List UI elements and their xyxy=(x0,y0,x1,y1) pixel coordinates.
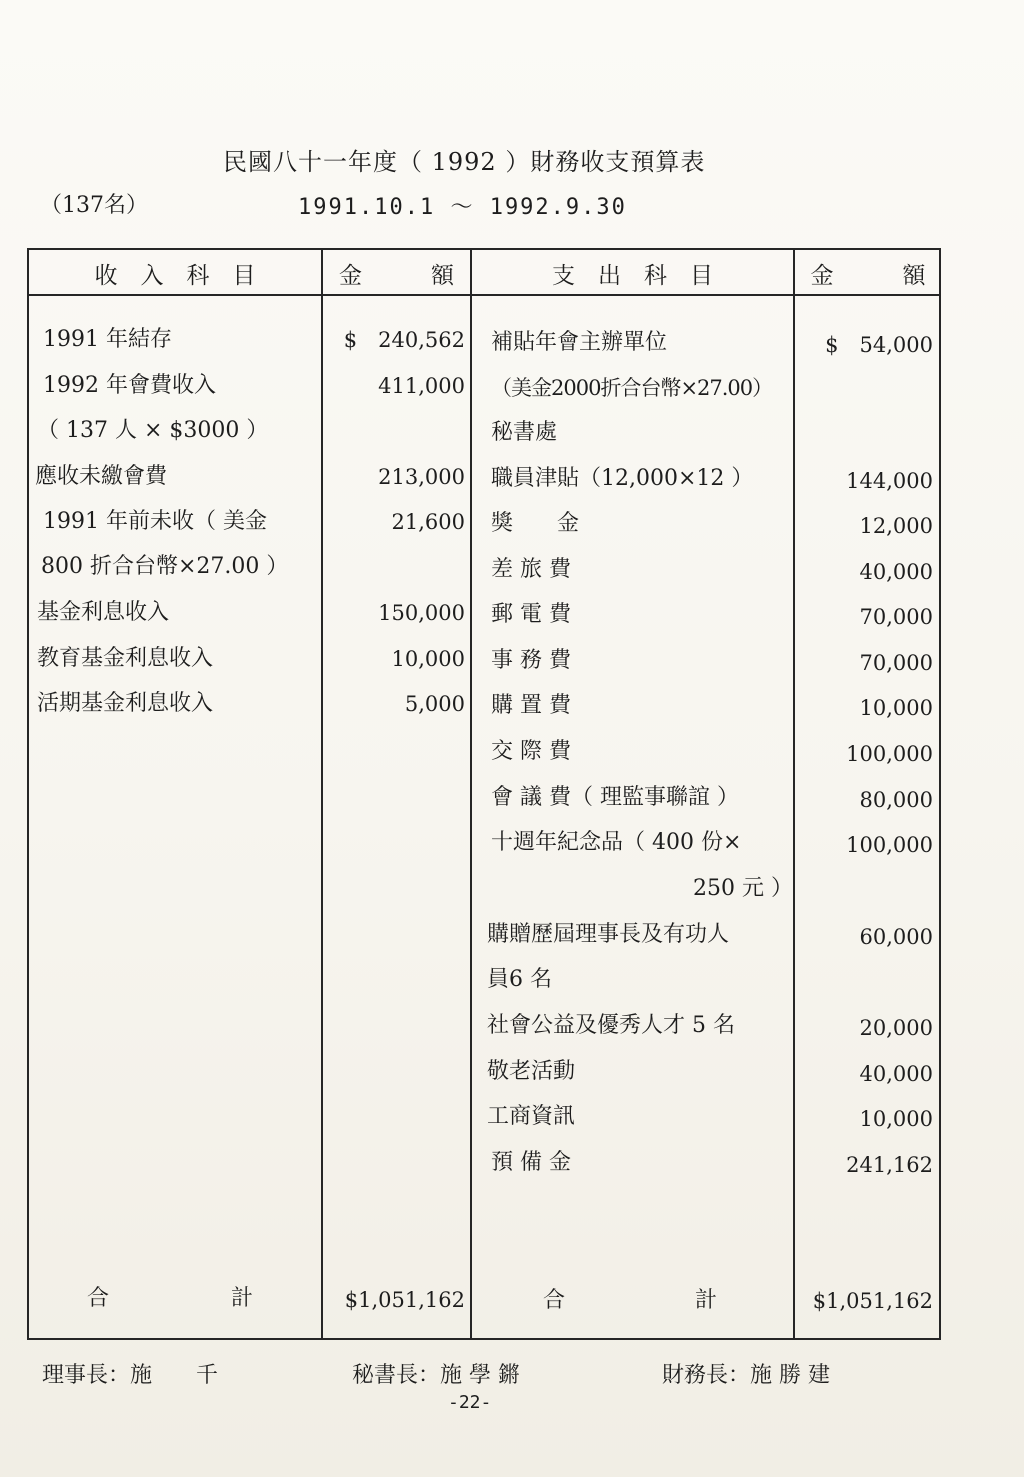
income-amount: 10,000 xyxy=(391,647,465,671)
income-amount: 213,000 xyxy=(378,465,465,489)
income-label: 1991 年前未收（ 美金 xyxy=(43,509,267,534)
expense-amount: 70,000 xyxy=(859,651,933,675)
expense-label: （美金2000折合台幣×27.00） xyxy=(491,376,773,400)
income-label: 活期基金利息收入 xyxy=(37,691,214,716)
expense-amount: 40,000 xyxy=(859,1062,933,1086)
expense-total: $1,051,162 xyxy=(812,1289,933,1313)
signature-secretary: 秘書長：施 學 鏘 xyxy=(352,1363,520,1388)
expense-amount: 40,000 xyxy=(859,560,933,584)
expense-total-label-a: 合 xyxy=(543,1288,566,1313)
expense-amount: 100,000 xyxy=(846,742,933,766)
expense-label: 補貼年會主辦單位 xyxy=(491,330,668,355)
income-amount: 150,000 xyxy=(378,601,465,625)
expense-label: 十週年紀念品（ 400 份× xyxy=(491,830,742,855)
col-divider-2 xyxy=(470,250,472,1338)
expense-label: 郵 電 費 xyxy=(491,602,571,627)
expense-label: 敬老活動 xyxy=(487,1059,576,1084)
expense-amount: 100,000 xyxy=(846,833,933,857)
expense-amount: 70,000 xyxy=(859,605,933,629)
budget-period: 1991.10.1 ～ 1992.9.30 xyxy=(298,195,627,220)
col-divider-3 xyxy=(793,250,795,1338)
expense-label: 事 務 費 xyxy=(491,648,571,673)
expense-label: 購贈歷屆理事長及有功人 xyxy=(487,922,730,947)
expense-label: 職員津貼（12,000×12 ） xyxy=(491,466,754,491)
income-amount: $ 240,562 xyxy=(343,328,465,352)
expense-amount: 20,000 xyxy=(859,1016,933,1040)
expense-amount: 80,000 xyxy=(859,788,933,812)
expense-amount: 10,000 xyxy=(859,696,933,720)
income-total: $1,051,162 xyxy=(344,1288,465,1312)
expense-label: 會 議 費（ 理監事聯誼 ） xyxy=(491,785,739,810)
income-amount: 411,000 xyxy=(378,374,465,398)
expense-amount: 12,000 xyxy=(859,514,933,538)
income-total-label-b: 計 xyxy=(231,1286,254,1311)
income-label: （ 137 人 × $3000 ） xyxy=(37,418,269,443)
page-number: -22- xyxy=(448,1392,492,1413)
expense-amount: $ 54,000 xyxy=(825,333,933,357)
income-amount: 21,600 xyxy=(391,510,465,534)
expense-label: 購 置 費 xyxy=(491,693,571,718)
col-divider-1 xyxy=(321,250,323,1338)
expense-amount: 144,000 xyxy=(846,469,933,493)
income-label: 1991 年結存 xyxy=(43,327,172,352)
header-income-item: 收 入 科 目 xyxy=(94,262,256,289)
expense-label: 秘書處 xyxy=(491,420,558,445)
budget-table xyxy=(27,248,941,1340)
expense-amount: 10,000 xyxy=(859,1107,933,1131)
expense-label: 獎 金 xyxy=(491,511,580,536)
header-divider xyxy=(29,294,939,296)
income-label: 基金利息收入 xyxy=(37,600,170,625)
expense-label: 預 備 金 xyxy=(491,1150,571,1175)
header-income-amount: 金 額 xyxy=(339,262,454,289)
signature-treasurer: 財務長：施 勝 建 xyxy=(662,1363,830,1388)
header-expense-item: 支 出 科 目 xyxy=(552,262,713,289)
income-amount: 5,000 xyxy=(404,692,465,716)
income-label: 1992 年會費收入 xyxy=(43,373,216,398)
expense-label: 交 際 費 xyxy=(491,739,571,764)
member-count: （137名） xyxy=(40,193,148,218)
expense-label: 差 旅 費 xyxy=(491,557,571,582)
expense-label: 250 元 ） xyxy=(693,876,793,901)
expense-total-label-b: 計 xyxy=(695,1288,718,1313)
expense-label: 工商資訊 xyxy=(487,1104,576,1129)
expense-label: 員6 名 xyxy=(487,967,552,992)
income-label: 教育基金利息收入 xyxy=(37,646,214,671)
income-label: 800 折合台幣×27.00 ） xyxy=(41,554,289,579)
document-title: 民國八十一年度（ 1992 ）財務收支預算表 xyxy=(223,148,706,176)
signature-chairman: 理事長：施 千 xyxy=(42,1363,219,1388)
income-total-label-a: 合 xyxy=(87,1286,110,1311)
expense-label: 社會公益及優秀人才 5 名 xyxy=(487,1013,735,1038)
income-label: 應收未繳會費 xyxy=(35,464,168,489)
expense-amount: 241,162 xyxy=(846,1153,933,1177)
header-expense-amount: 金 額 xyxy=(810,262,926,289)
expense-amount: 60,000 xyxy=(859,925,933,949)
